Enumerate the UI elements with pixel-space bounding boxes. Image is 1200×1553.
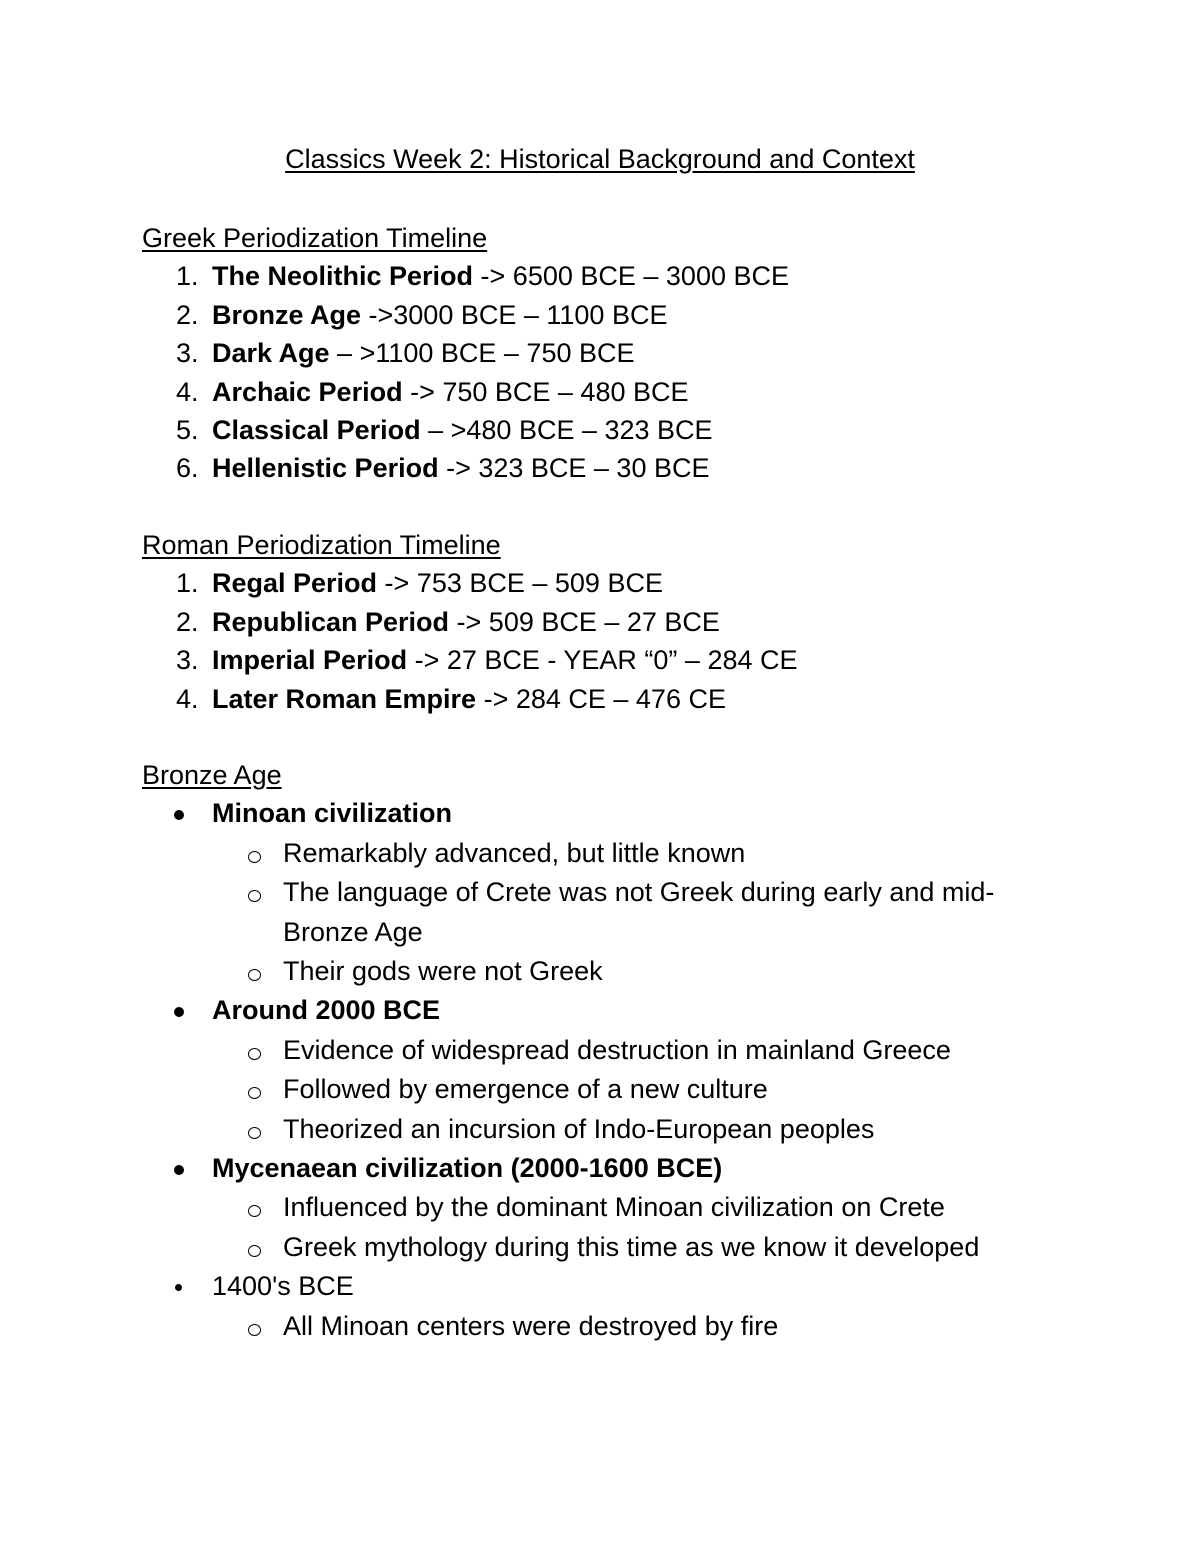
list-number: 2.: [176, 299, 199, 330]
list-number: 4.: [176, 376, 199, 407]
bullet-dot-icon: [174, 1007, 184, 1017]
sub-list-item: [212, 873, 1043, 952]
roman-timeline-section: [142, 526, 1102, 718]
list-item: [142, 257, 1102, 295]
period-name: The Neolithic Period: [212, 261, 474, 292]
period-dates: -> 753 BCE – 509 BCE: [377, 568, 663, 599]
hollow-circle-icon: [248, 1205, 261, 1217]
hollow-circle-icon: [248, 1087, 261, 1099]
sub-item-text: Theorized an incursion of Indo-European peoples: [283, 1113, 875, 1144]
list-number: 2.: [176, 606, 199, 637]
sub-list-item: [212, 1031, 1102, 1070]
period-name: Regal Period: [212, 568, 378, 599]
period-name: Classical Period: [212, 414, 421, 445]
sub-list: [212, 834, 1102, 992]
period-dates: – >480 BCE – 323 BCE: [420, 414, 713, 445]
list-item: [142, 334, 1102, 372]
list-number: 6.: [176, 453, 199, 484]
sub-list-item: [212, 1307, 1102, 1346]
document-title: [0, 140, 1200, 178]
sub-item-text: Followed by emergence of a new culture: [283, 1074, 768, 1105]
bullet-text: 1400's BCE: [212, 1271, 354, 1302]
bullet-text: Mycenaean civilization (2000-1600 BCE): [212, 1153, 723, 1184]
period-dates: -> 750 BCE – 480 BCE: [402, 376, 689, 407]
sub-list-item: [212, 952, 1102, 991]
period-name: Bronze Age: [212, 299, 362, 330]
sub-list-item: [212, 1228, 1102, 1267]
bullet-text: Around 2000 BCE: [212, 995, 441, 1026]
period-name: Imperial Period: [212, 645, 408, 676]
list-item: [142, 296, 1102, 334]
period-name: Dark Age: [212, 338, 330, 369]
list-item: [142, 449, 1102, 487]
list-item: [142, 603, 1102, 641]
list-item: [142, 1267, 1102, 1346]
list-number: 1.: [176, 568, 199, 599]
sub-item-text: Greek mythology during this time as we know it developed: [283, 1231, 980, 1262]
bullet-dot-icon: [175, 1284, 182, 1291]
sub-list: [212, 1031, 1102, 1149]
roman-timeline-heading: Roman Periodization Timeline: [142, 530, 501, 560]
bullet-text: Minoan civilization: [212, 798, 453, 829]
period-dates: -> 6500 BCE – 3000 BCE: [473, 261, 789, 292]
document-title-text: Classics Week 2: Historical Background and Context: [285, 144, 915, 174]
list-item: [142, 794, 1102, 991]
sub-item-text: Influenced by the dominant Minoan civilization on Crete: [283, 1192, 945, 1223]
bullet-dot-icon: [174, 1165, 184, 1175]
hollow-circle-icon: [248, 1245, 261, 1257]
sub-list-item: [212, 1110, 1102, 1149]
list-item: [142, 680, 1102, 718]
sub-item-text: Remarkably advanced, but little known: [283, 837, 746, 868]
hollow-circle-icon: [248, 1048, 261, 1060]
bronze-age-heading: Bronze Age: [142, 760, 282, 790]
greek-timeline-heading: Greek Periodization Timeline: [142, 223, 488, 253]
bronze-age-list: [142, 794, 1102, 1346]
period-name: Hellenistic Period: [212, 453, 439, 484]
roman-timeline-list: [142, 564, 1102, 718]
bronze-age-section: [142, 756, 1102, 1346]
list-number: 5.: [176, 414, 199, 445]
period-name: Republican Period: [212, 606, 450, 637]
list-item: [142, 1149, 1102, 1267]
hollow-circle-icon: [248, 969, 261, 981]
sub-item-text: The language of Crete was not Greek during early and mid-Bronze Age: [283, 877, 995, 947]
period-dates: -> 509 BCE – 27 BCE: [449, 606, 720, 637]
hollow-circle-icon: [248, 1127, 261, 1139]
list-item: [142, 373, 1102, 411]
sub-list: [212, 1188, 1102, 1267]
period-dates: – >1100 BCE – 750 BCE: [329, 338, 635, 369]
list-item: [142, 411, 1102, 449]
greek-timeline-list: [142, 257, 1102, 487]
bullet-dot-icon: [174, 810, 184, 820]
hollow-circle-icon: [248, 851, 261, 863]
period-dates: -> 323 BCE – 30 BCE: [438, 453, 710, 484]
list-item: [142, 991, 1102, 1149]
sub-list: [212, 1307, 1102, 1346]
list-number: 3.: [176, 338, 199, 369]
list-number: 4.: [176, 683, 199, 714]
sub-item-text: All Minoan centers were destroyed by fire: [283, 1310, 779, 1341]
period-dates: -> 27 BCE - YEAR “0” – 284 CE: [407, 645, 798, 676]
hollow-circle-icon: [248, 1324, 261, 1336]
sub-list-item: [212, 834, 1102, 873]
sub-item-text: Evidence of widespread destruction in mainland Greece: [283, 1034, 951, 1065]
list-item: [142, 564, 1102, 602]
sub-list-item: [212, 1188, 1102, 1227]
period-dates: ->3000 BCE – 1100 BCE: [361, 299, 668, 330]
list-number: 1.: [176, 261, 199, 292]
period-name: Archaic Period: [212, 376, 403, 407]
list-item: [142, 641, 1102, 679]
period-dates: -> 284 CE – 476 CE: [476, 683, 726, 714]
list-number: 3.: [176, 645, 199, 676]
greek-timeline-section: [142, 219, 1102, 488]
hollow-circle-icon: [248, 890, 261, 902]
sub-item-text: Their gods were not Greek: [283, 956, 603, 987]
period-name: Later Roman Empire: [212, 683, 477, 714]
sub-list-item: [212, 1070, 1102, 1109]
